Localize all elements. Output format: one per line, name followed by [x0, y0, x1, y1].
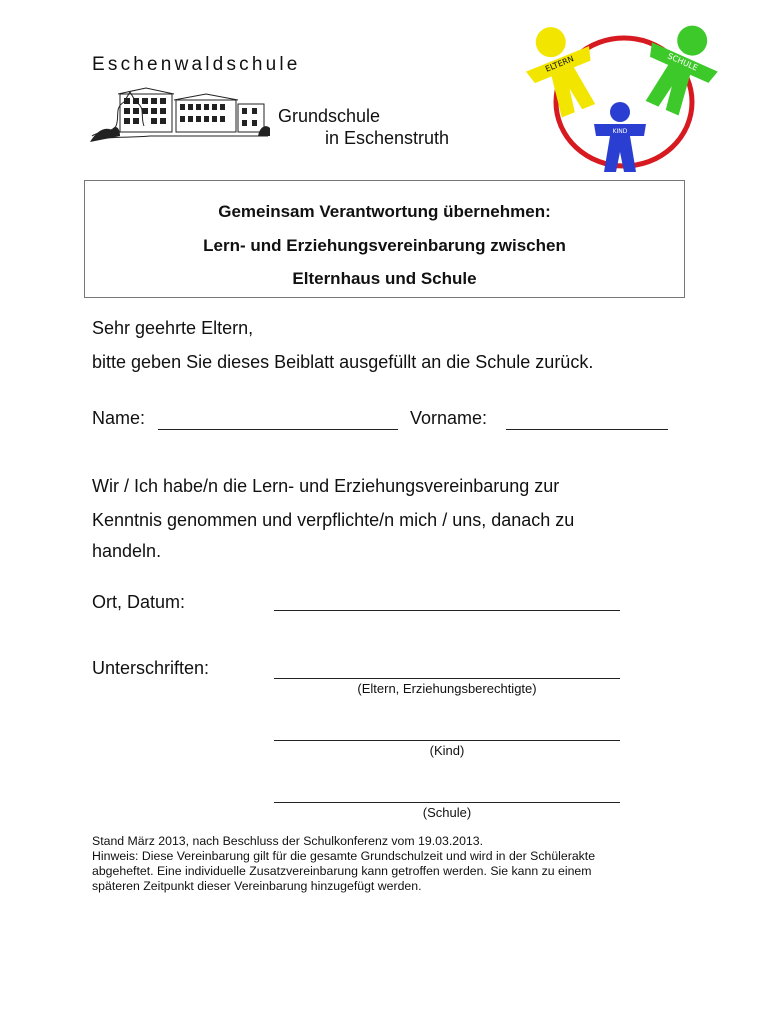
place-date-field[interactable]: [274, 610, 620, 611]
footer-line-3: abgeheftet. Eine individuelle Zusatzvereinbarung kann getroffen werden. Sie kann zu einem: [92, 864, 592, 878]
logo-figure-eltern: [520, 18, 610, 124]
title-line-2: Lern- und Erziehungsvereinbarung zwischen: [203, 236, 566, 255]
school-type-line1: Grundschule: [278, 106, 381, 126]
title-line-1: Gemeinsam Verantwortung übernehmen:: [218, 202, 551, 221]
statement-line-1: Wir / Ich habe/n die Lern- und Erziehungsvereinbarung zur: [92, 476, 560, 496]
signature-line-school[interactable]: [274, 802, 620, 803]
name-field[interactable]: [158, 408, 398, 430]
signature-line-parents[interactable]: [274, 678, 620, 679]
greeting: Sehr geehrte Eltern,: [92, 318, 254, 338]
footer-line-1: Stand März 2013, nach Beschluss der Schulkonferenz vom 19.03.2013.: [92, 834, 484, 848]
signature-caption-parents: (Eltern, Erziehungsberechtigte): [357, 681, 537, 696]
signature-caption-child: (Kind): [429, 743, 465, 758]
signature-line-child[interactable]: [274, 740, 620, 741]
instruction: bitte geben Sie dieses Beiblatt ausgefüllt an die Schule zurück.: [92, 352, 594, 372]
name-label: Name:: [92, 408, 146, 428]
footer-line-2: Hinweis: Diese Vereinbarung gilt für die gesamte Grundschulzeit und wird in der Schülerakte: [92, 849, 596, 863]
title-box: [84, 180, 685, 298]
vorname-field[interactable]: [506, 408, 668, 430]
school-name: Eschenwaldschule: [92, 54, 301, 75]
school-type-line2: in Eschenstruth: [325, 128, 450, 148]
svg-text:KIND: KIND: [612, 128, 628, 135]
signature-caption-school: (Schule): [422, 805, 472, 820]
svg-text:ELTERN: ELTERN: [544, 54, 576, 74]
school-building-illustration: [90, 86, 270, 144]
signatures-label: Unterschriften:: [92, 658, 210, 678]
school-logo: [520, 18, 728, 178]
statement-line-2: Kenntnis genommen und verpflichte/n mich / uns, danach zu: [92, 510, 575, 530]
footer-line-4: späteren Zeitpunkt dieser Vereinbarung hinzugefügt werden.: [92, 879, 422, 893]
place-date-label: Ort, Datum:: [92, 592, 186, 612]
svg-text:SCHULE: SCHULE: [666, 51, 700, 73]
title-line-3: Elternhaus und Schule: [292, 269, 477, 288]
vorname-label: Vorname:: [410, 408, 488, 428]
logo-figure-schule: [629, 18, 728, 123]
statement-line-3: handeln.: [92, 541, 162, 561]
